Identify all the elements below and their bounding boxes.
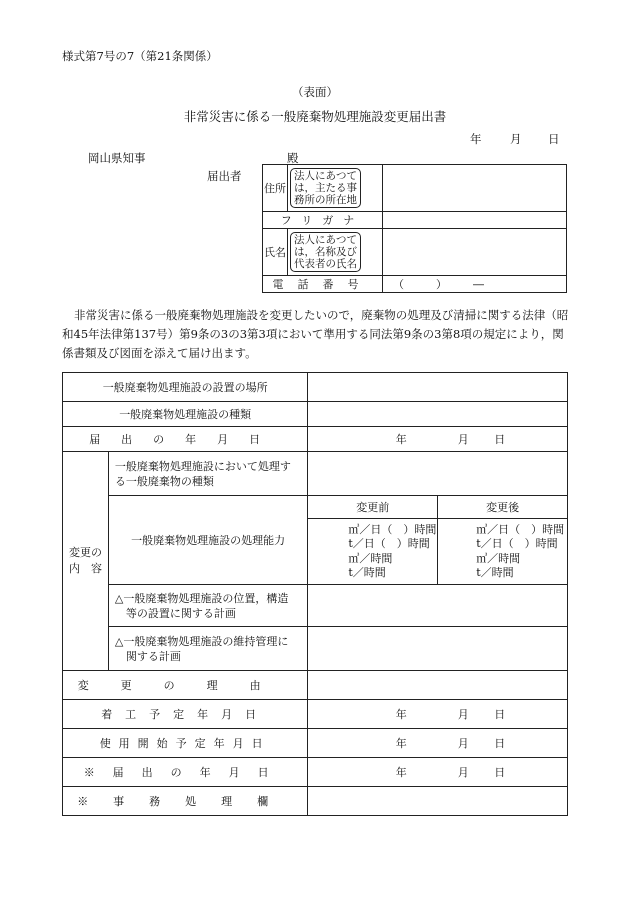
position-plan-line: 等の設置に関する計画 bbox=[125, 606, 236, 620]
address-label: 住所 bbox=[263, 165, 288, 212]
reason-label: 変更の理由 bbox=[63, 671, 308, 700]
month-unit: 月 bbox=[457, 708, 469, 721]
capacity-unit: ㎥／時間 bbox=[348, 551, 393, 565]
phone-paren-open: （ bbox=[393, 278, 404, 291]
capacity-unit: ㎥／日（ ）時間 bbox=[348, 522, 437, 536]
location-field[interactable] bbox=[308, 373, 568, 402]
address-field[interactable] bbox=[383, 165, 567, 212]
change-group-label bbox=[63, 452, 109, 671]
name-note bbox=[290, 232, 361, 272]
phone-field[interactable] bbox=[383, 276, 567, 293]
day-unit: 日 bbox=[548, 132, 560, 146]
month-unit: 月 bbox=[457, 737, 469, 750]
position-plan-line: △一般廃棄物処理施設の位置，構造 bbox=[114, 591, 289, 605]
filed-date2-label: ※届出の年月日 bbox=[63, 758, 308, 787]
applicant-label: 届出者 bbox=[207, 169, 242, 183]
start-date-label: 着工予定年月日 bbox=[63, 700, 308, 729]
address-note-line: は，主たる事 bbox=[294, 182, 357, 194]
furigana-field[interactable] bbox=[383, 212, 567, 229]
honorific: 殿 bbox=[287, 151, 299, 165]
capacity-unit: t／時間 bbox=[476, 566, 514, 579]
maintenance-plan-line: △一般廃棄物処理施設の維持管理に bbox=[114, 634, 289, 648]
office-use-field bbox=[308, 787, 568, 816]
applicant-table bbox=[262, 164, 567, 293]
address-note bbox=[290, 168, 361, 208]
side-label: （表面） bbox=[292, 85, 338, 99]
reason-field[interactable] bbox=[308, 671, 568, 700]
address-note-cell bbox=[288, 165, 383, 212]
month-unit: 月 bbox=[457, 433, 469, 446]
waste-type-line: 一般廃棄物処理施設において処理す bbox=[114, 459, 291, 473]
header-date bbox=[470, 131, 560, 147]
month-unit: 月 bbox=[510, 132, 522, 146]
document-title: 非常災害に係る一般廃棄物処理施設変更届出書 bbox=[183, 109, 447, 124]
position-plan-field[interactable] bbox=[308, 585, 568, 627]
furigana-label: フリガナ bbox=[263, 212, 383, 229]
year-unit: 年 bbox=[395, 433, 407, 446]
day-unit: 日 bbox=[494, 433, 506, 446]
start-date-field[interactable] bbox=[308, 700, 568, 729]
year-unit: 年 bbox=[470, 132, 482, 146]
maintenance-plan-line: 関する計画 bbox=[125, 649, 181, 663]
capacity-unit: ㎥／日（ ）時間 bbox=[476, 522, 565, 536]
capacity-before-field[interactable] bbox=[308, 519, 438, 585]
use-start-date-label: 使用開始予定年月日 bbox=[63, 729, 308, 758]
facility-type-field[interactable] bbox=[308, 402, 568, 427]
day-unit: 日 bbox=[494, 737, 506, 750]
year-unit: 年 bbox=[395, 737, 407, 750]
capacity-unit: t／日（ ）時間 bbox=[348, 537, 430, 550]
maintenance-plan-field[interactable] bbox=[308, 627, 568, 671]
body-text: 非常災害に係る一般廃棄物処理施設を変更したいので，廃棄物の処理及び清掃に関する法律（昭和45年法律第137号）第9条の3の3第3項において準用する同法第9条の3第8項の規定により，関係書類及び図面を添えて届け出ます。 bbox=[62, 308, 569, 360]
day-unit: 日 bbox=[494, 766, 506, 779]
name-note-line: 代表者の氏名 bbox=[294, 258, 357, 270]
name-note-line: は，名称及び bbox=[294, 246, 357, 258]
form-number: 様式第7号の7（第21条関係） bbox=[62, 49, 218, 63]
location-label: 一般廃棄物処理施設の設置の場所 bbox=[63, 373, 308, 402]
capacity-after-field[interactable] bbox=[438, 519, 568, 585]
capacity-unit: t／時間 bbox=[348, 566, 386, 579]
capacity-unit: t／日（ ）時間 bbox=[476, 537, 558, 550]
addressee: 岡山県知事 bbox=[88, 151, 146, 165]
filed-date-label: 届出の年月日 bbox=[63, 427, 308, 452]
maintenance-plan-label bbox=[108, 627, 307, 671]
address-note-line: 法人にあつて bbox=[294, 170, 357, 182]
change-group-line: 変更の bbox=[68, 546, 102, 559]
facility-type-label: 一般廃棄物処理施設の種類 bbox=[63, 402, 308, 427]
name-label: 氏名 bbox=[263, 229, 288, 276]
change-details-table bbox=[62, 372, 568, 816]
name-note-cell bbox=[288, 229, 383, 276]
year-unit: 年 bbox=[395, 708, 407, 721]
name-note-line: 法人にあつて bbox=[294, 234, 357, 246]
day-unit: 日 bbox=[494, 708, 506, 721]
capacity-label: 一般廃棄物処理施設の処理能力 bbox=[108, 496, 307, 585]
before-label: 変更前 bbox=[308, 496, 438, 519]
filed-date2-field[interactable] bbox=[308, 758, 568, 787]
filed-date-field[interactable] bbox=[308, 427, 568, 452]
waste-type-line: る一般廃棄物の種類 bbox=[114, 474, 214, 488]
office-use-label: ※事務処理欄 bbox=[63, 787, 308, 816]
change-group-line: 内 容 bbox=[68, 562, 102, 575]
year-unit: 年 bbox=[395, 766, 407, 779]
phone-label: 電話番号 bbox=[263, 276, 383, 293]
phone-paren-close: ） bbox=[436, 278, 447, 291]
name-field[interactable] bbox=[383, 229, 567, 276]
after-label: 変更後 bbox=[438, 496, 568, 519]
address-note-line: 務所の所在地 bbox=[294, 194, 357, 206]
waste-type-field[interactable] bbox=[308, 452, 568, 496]
phone-dash: ― bbox=[473, 278, 484, 291]
capacity-unit: ㎥／時間 bbox=[476, 551, 521, 565]
waste-type-label bbox=[108, 452, 307, 496]
position-plan-label bbox=[108, 585, 307, 627]
use-start-date-field[interactable] bbox=[308, 729, 568, 758]
month-unit: 月 bbox=[457, 766, 469, 779]
